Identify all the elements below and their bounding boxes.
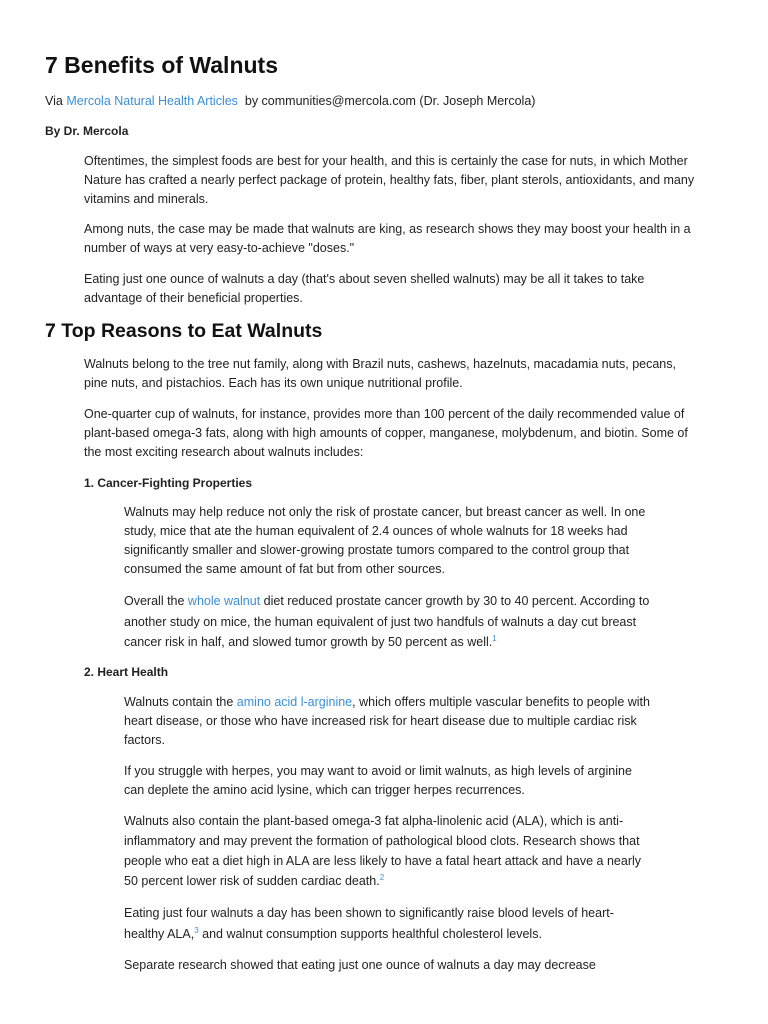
footnote-ref-2[interactable]: 2 (379, 872, 385, 882)
heart-p1-rest: , which offers multiple vascular benefits to people with heart disease, or those who have increased risk for heart disease due to multiple cardiac risk factors. (124, 695, 650, 747)
cancer-paragraph-1: Walnuts may help reduce not only the risk of prostate cancer, but breast cancer as well. In one study, mice that ate the human equivalent of 2.4 ounces of whole walnuts for 18 weeks had significantly smaller and slower-growing prostate tumors compared to the control group that consumed the same amount of fat but from other sources. (124, 505, 646, 576)
section-paragraph-2: One-quarter cup of walnuts, for instance, provides more than 100 percent of the daily recommended value of plant-based omega-3 fats, along with high amounts of copper, manganese, molybdenum, and biotin. Some of the most exciting research about walnuts includes: (84, 407, 688, 459)
cancer-p2-rest: diet reduced prostate cancer growth by 30 to 40 percent. According to another study on mice, the human equivalent of just two handfuls of walnuts a day cut breast cancer risk in half, and slowed tumor growth by 50 percent as well. (124, 594, 650, 649)
via-prefix: Via (45, 94, 67, 108)
source-link[interactable]: Mercola Natural Health Articles (66, 94, 238, 108)
heart-heading: 2. Heart Health (84, 665, 169, 679)
cancer-p2-start: Overall the (124, 594, 188, 608)
intro-paragraph-3: Eating just one ounce of walnuts a day (that's about seven shelled walnuts) may be all it takes to take advantage of their beneficial properties. (84, 272, 645, 305)
intro-paragraph-1: Oftentimes, the simplest foods are best for your health, and this is certainly the case for nuts, in which Mother Nature has crafted a nearly perfect package of protein, healthy fats, fiber, plant sterols, antioxidants, and many vitamins and minerals. (84, 154, 695, 206)
heart-paragraph-5: Separate research showed that eating just one ounce of walnuts a day may decrease (124, 958, 596, 972)
section-heading: 7 Top Reasons to Eat Walnuts (45, 320, 323, 342)
heart-paragraph-2: If you struggle with herpes, you may want to avoid or limit walnuts, as high levels of arginine can deplete the amino acid lysine, which can trigger herpes recurrences. (124, 764, 632, 797)
intro-paragraph-2: Among nuts, the case may be made that walnuts are king, as research shows they may boost your health in a number of ways at very easy-to-achieve "doses." (84, 222, 691, 255)
footnote-ref-1[interactable]: 1 (492, 633, 497, 643)
heart-paragraph-1 (124, 693, 654, 750)
heart-paragraph-4 (124, 903, 654, 945)
source-line (45, 92, 535, 110)
heart-p3-text: Walnuts also contain the plant-based omega-3 fat alpha-linolenic acid (ALA), which is anti-inflammatory and may prevent the formation of pathological blood clots. Research shows that people who eat a diet high in ALA are less likely to have a fatal heart attack and have a nearly 50 percent lower risk of sudden cardiac death. (124, 814, 642, 888)
cancer-heading: 1. Cancer-Fighting Properties (84, 476, 253, 490)
heart-paragraph-3 (124, 811, 654, 891)
article-title: 7 Benefits of Walnuts (45, 52, 278, 78)
whole-walnut-link[interactable]: whole walnut (187, 594, 261, 608)
source-author: by communities@mercola.com (Dr. Joseph Mercola) (237, 94, 536, 108)
heart-p1-start: Walnuts contain the (124, 695, 237, 709)
amino-acid-link[interactable]: amino acid l-arginine (236, 695, 353, 709)
cancer-paragraph-2 (124, 591, 654, 653)
heart-p4-rest: and walnut consumption supports healthful cholesterol levels. (198, 927, 542, 941)
byline: By Dr. Mercola (45, 124, 129, 138)
section-paragraph-1: Walnuts belong to the tree nut family, along with Brazil nuts, cashews, hazelnuts, macadamia nuts, pecans, pine nuts, and pistachios. Each has its own unique nutritional profile. (84, 357, 676, 390)
footnote-ref-3[interactable]: 3 (194, 925, 199, 935)
heart-p4-start: Eating just four walnuts a day has been shown to significantly raise blood levels of heart-healthy ALA, (124, 906, 614, 941)
